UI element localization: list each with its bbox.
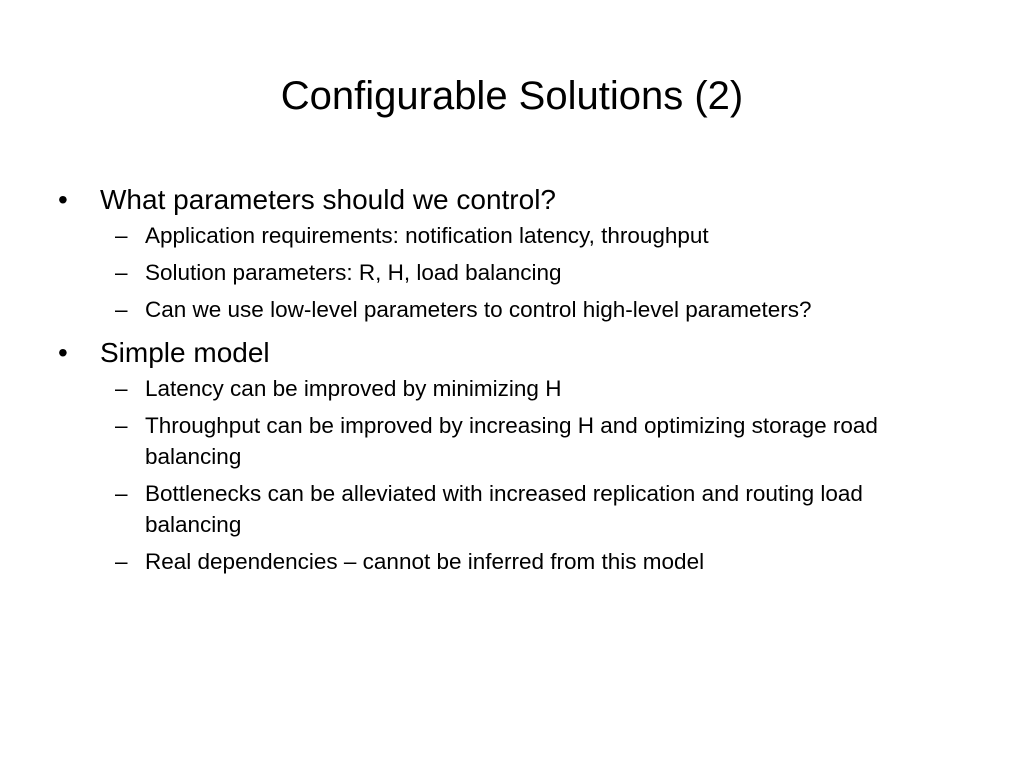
- sub-bullet-text: Real dependencies – cannot be inferred from this model: [145, 549, 705, 574]
- sub-bullet-text: Application requirements: notification latency, throughput: [145, 223, 709, 248]
- dash-marker: –: [115, 481, 128, 506]
- dash-marker: –: [115, 376, 128, 401]
- sub-bullet-text: Solution parameters: R, H, load balancing: [145, 260, 562, 285]
- bullet-item: [58, 333, 958, 373]
- sub-bullet-list: [58, 373, 958, 577]
- sub-bullet-text: Bottlenecks can be alleviated with increased replication and routing load balancing: [145, 481, 863, 537]
- slide-title: Configurable Solutions (2): [280, 74, 744, 118]
- sub-bullet-item: [58, 257, 958, 288]
- sub-bullet-text: Can we use low-level parameters to control high-level parameters?: [145, 297, 812, 322]
- sub-bullet-item: [58, 546, 958, 577]
- dash-marker: –: [115, 413, 128, 438]
- bullet-text: Simple model: [100, 337, 270, 368]
- dash-marker: –: [115, 260, 128, 285]
- sub-bullet-list: [58, 220, 958, 325]
- dash-marker: –: [115, 297, 128, 322]
- dash-marker: –: [115, 223, 128, 248]
- sub-bullet-text: Throughput can be improved by increasing H and optimizing storage road balancing: [145, 413, 878, 469]
- bullet-item: [58, 180, 958, 220]
- dash-marker: –: [115, 549, 128, 574]
- sub-bullet-item: [58, 478, 958, 540]
- sub-bullet-item: [58, 410, 958, 472]
- bullet-marker: •: [58, 184, 68, 215]
- slide-body: [58, 180, 958, 585]
- bullet-text: What parameters should we control?: [100, 184, 556, 215]
- sub-bullet-item: [58, 373, 958, 404]
- sub-bullet-text: Latency can be improved by minimizing H: [145, 376, 562, 401]
- sub-bullet-item: [58, 294, 958, 325]
- sub-bullet-item: [58, 220, 958, 251]
- bullet-marker: •: [58, 337, 68, 368]
